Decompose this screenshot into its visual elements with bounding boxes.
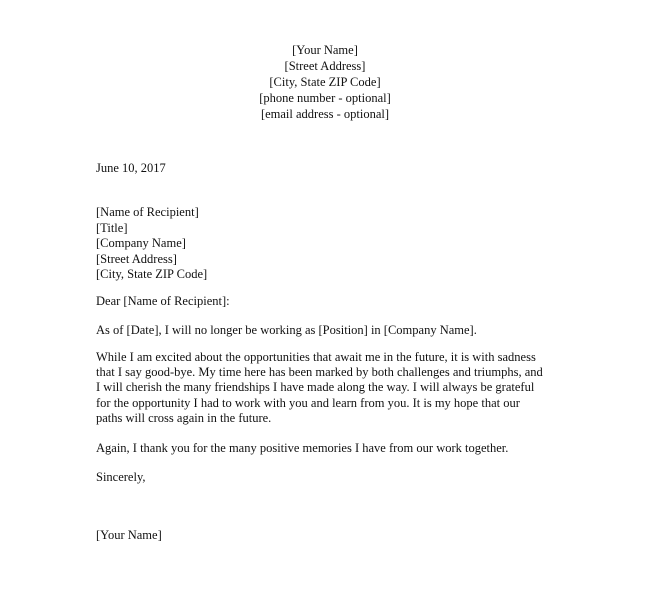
sender-address-block (0, 42, 650, 122)
paragraph-2-line: paths will cross again in the future. (96, 410, 272, 425)
sender-phone: [phone number - optional] (259, 91, 391, 105)
paragraph-2-line: While I am excited about the opportunities that await me in the future, it is with sadness (96, 350, 536, 364)
letter-date: June 10, 2017 (96, 161, 166, 175)
paragraph-2-line: I will cherish the many friendships I have made along the way. I will always be grateful (96, 380, 535, 395)
body-paragraph-2 (96, 350, 576, 426)
signature-name: [Your Name] (96, 528, 162, 542)
recipient-street: [Street Address] (96, 251, 177, 266)
salutation: Dear [Name of Recipient]: (96, 294, 230, 308)
sender-city-state-zip: [City, State ZIP Code] (269, 75, 381, 89)
recipient-company: [Company Name] (96, 236, 186, 250)
sender-name: [Your Name] (292, 43, 358, 57)
recipient-name: [Name of Recipient] (96, 205, 199, 219)
sender-street: [Street Address] (284, 59, 366, 73)
sender-email: [email address - optional] (260, 107, 390, 121)
paragraph-2-line: for the opportunity I had to work with you and learn from you. It is my hope that our (96, 395, 520, 410)
body-paragraph-1: As of [Date], I will no longer be working as [Position] in [Company Name]. (96, 323, 477, 337)
recipient-title: [Title] (96, 220, 128, 235)
body-paragraph-3: Again, I thank you for the many positive memories I have from our work together. (96, 441, 509, 455)
paragraph-2-line: that I say good-bye. My time here has been marked by both challenges and triumphs, and (96, 365, 543, 380)
recipient-city-state-zip: [City, State ZIP Code] (96, 267, 208, 281)
closing: Sincerely, (96, 470, 146, 484)
recipient-address-block (96, 205, 207, 283)
